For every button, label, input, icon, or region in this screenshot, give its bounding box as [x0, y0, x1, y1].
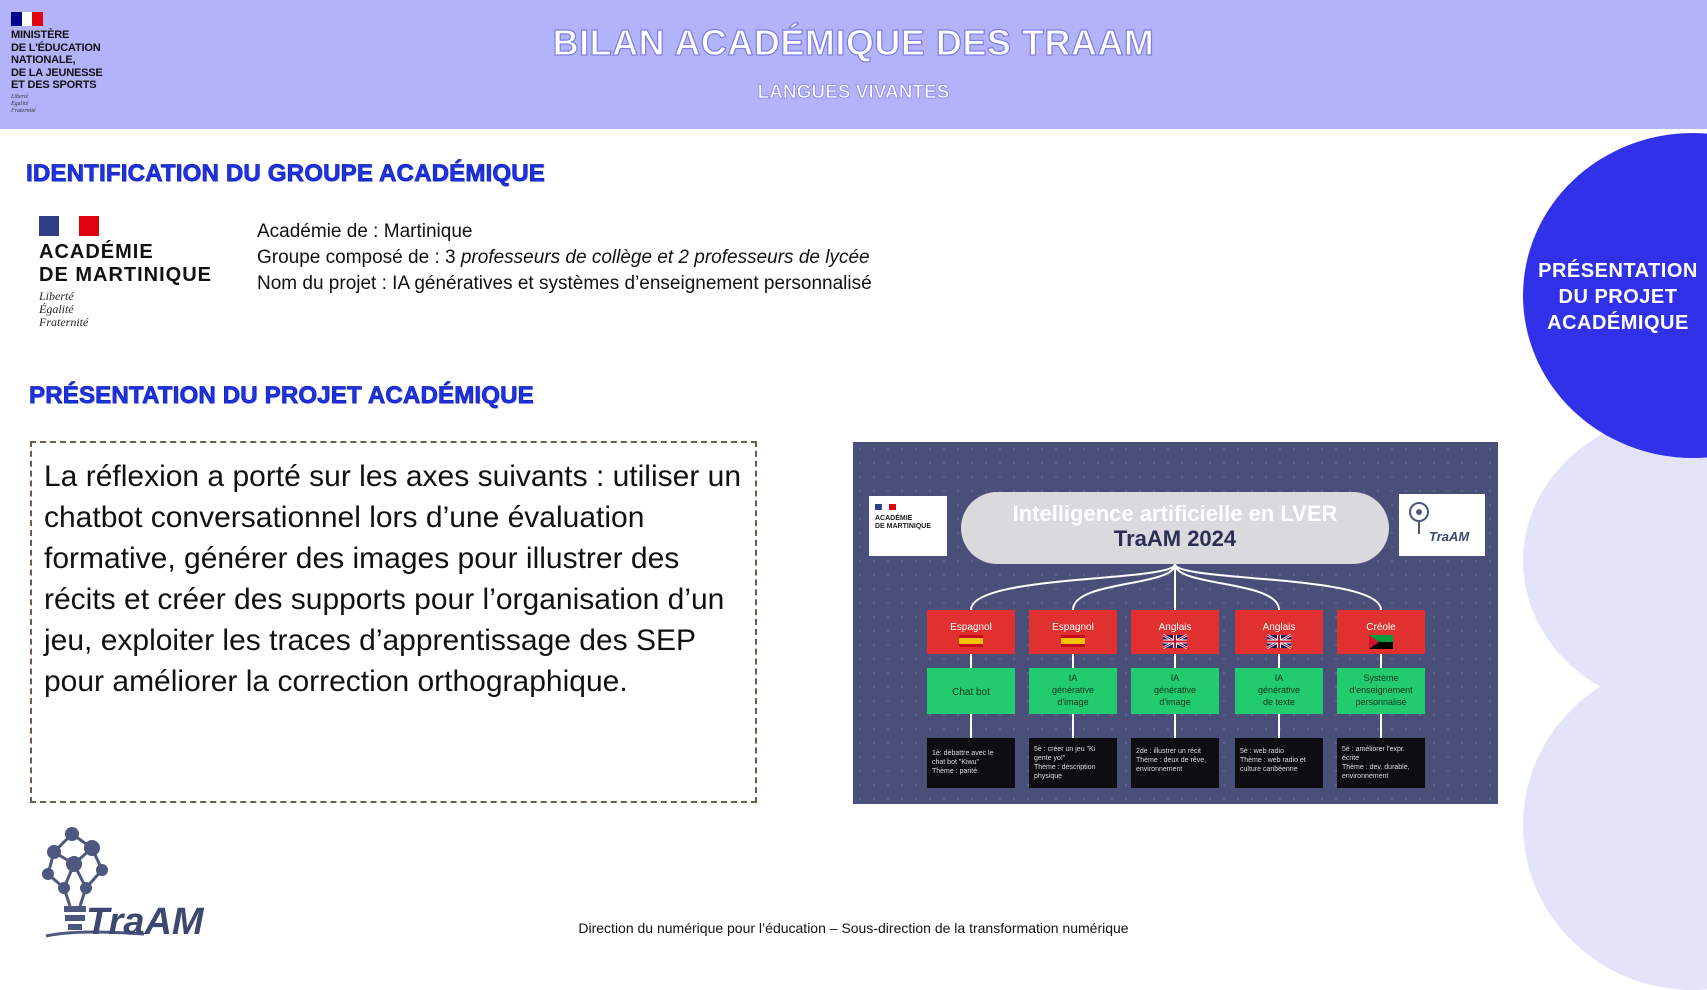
svg-text:environnement: environnement [1136, 766, 1183, 773]
poster-column-2 [1029, 610, 1117, 788]
svg-text:d'enseignement: d'enseignement [1349, 685, 1413, 695]
header-banner [0, 0, 1707, 129]
group-info [257, 219, 872, 297]
poster-traam-logo [1399, 494, 1485, 556]
poster-column-5 [1337, 610, 1425, 788]
svg-text:IA: IA [1274, 673, 1284, 683]
svg-text:personnalisé: personnalisé [1355, 697, 1407, 707]
project-poster-image [853, 442, 1498, 804]
section-title-identification: IDENTIFICATION DU GROUPE ACADÉMIQUE [26, 160, 546, 187]
svg-text:Chat bot: Chat bot [952, 687, 990, 698]
svg-text:écrite: écrite [1342, 755, 1360, 762]
poster-column-3 [1131, 610, 1219, 788]
svg-text:5è : améliorer l'expr.: 5è : améliorer l'expr. [1342, 746, 1405, 753]
poster-column-4 [1235, 610, 1323, 788]
svg-text:Créole: Créole [1366, 622, 1396, 633]
svg-text:5è : web radio: 5è : web radio [1240, 748, 1284, 755]
svg-text:Anglais: Anglais [1262, 622, 1296, 633]
svg-text:TraAM 2024: TraAM 2024 [1113, 526, 1237, 551]
section-title-presentation: PRÉSENTATION DU PROJET ACADÉMIQUE [29, 382, 534, 409]
side-nav-presentation[interactable]: PRÉSENTATION DU PROJET ACADÉMIQUE [1538, 260, 1698, 334]
svg-text:gente yo!": gente yo!" [1034, 755, 1066, 762]
traam-logo-text: TraAM [86, 901, 204, 943]
academie-logo [39, 216, 239, 329]
svg-text:Thème : parité: Thème : parité [932, 768, 978, 775]
svg-text:générative: générative [1257, 685, 1301, 695]
page-footer: Direction du numérique pour l’éducation – Sous-direction de la transformation numérique [578, 920, 1129, 936]
svg-text:chat bot "Kiwu": chat bot "Kiwu" [932, 759, 979, 766]
svg-text:Thème : description: Thème : description [1034, 764, 1096, 771]
svg-text:Intelligence artificielle en L: Intelligence artificielle en LVER [1012, 501, 1338, 526]
svg-text:DE MARTINIQUE: DE MARTINIQUE [875, 523, 931, 530]
academie-logo-name: ACADÉMIE DE MARTINIQUE [39, 241, 212, 286]
svg-text:Thème : web radio et: Thème : web radio et [1240, 757, 1306, 764]
presentation-textbox [30, 441, 757, 803]
page-title: BILAN ACADÉMIQUE DES TRAAM [552, 22, 1155, 63]
side-circle-bottom [1523, 660, 1707, 990]
academie-logo-motto: Liberté Égalité Fraternité [39, 289, 89, 329]
svg-text:TraAM: TraAM [1429, 529, 1470, 544]
french-flag-icon [39, 216, 99, 236]
svg-text:de texte: de texte [1262, 697, 1296, 707]
svg-text:Thème : dev. durable,: Thème : dev. durable, [1342, 764, 1410, 771]
info-groupe: Groupe composé de : 3 professeurs de collège et 2 professeurs de lycée [257, 247, 870, 268]
page-subtitle: LANGUES VIVANTES [757, 82, 950, 103]
svg-text:physique: physique [1034, 773, 1063, 780]
svg-text:Thème : deux de rêve,: Thème : deux de rêve, [1136, 757, 1207, 764]
svg-text:Système: Système [1363, 673, 1399, 683]
svg-text:IA: IA [1068, 673, 1078, 683]
presentation-text: La réflexion a porté sur les axes suivants : utiliser un chatbot conversationnel lors d’une évaluation formative, générer des images pour illustrer des récits et créer des supports pour l’organisation d’un jeu, exploiter les traces d’apprentissage des SEP pour améliorer la correction orthographique. [44, 460, 742, 698]
svg-text:environnement: environnement [1342, 773, 1389, 780]
svg-text:Espagnol: Espagnol [1052, 622, 1094, 633]
svg-text:ACADÉMIE: ACADÉMIE [875, 515, 913, 522]
poster-column-1 [927, 610, 1015, 788]
svg-text:5è : créer un jeu "Ki: 5è : créer un jeu "Ki [1034, 746, 1096, 753]
info-projet: Nom du projet : IA génératives et systèmes d’enseignement personnalisé [257, 273, 872, 294]
svg-text:1è: débattre avec le: 1è: débattre avec le [932, 750, 994, 757]
svg-text:Anglais: Anglais [1158, 622, 1192, 633]
info-academie: Académie de : Martinique [257, 221, 473, 242]
svg-text:culture caribéenne: culture caribéenne [1240, 766, 1298, 773]
svg-text:générative: générative [1153, 685, 1197, 695]
ministry-motto: Liberté Égalité Fraternité [11, 93, 36, 114]
svg-text:IA: IA [1170, 673, 1180, 683]
svg-text:d'image: d'image [1159, 697, 1191, 707]
ministry-name: MINISTÈRE DE L'ÉDUCATION NATIONALE, DE LA JEUNESSE ET DES SPORTS [11, 29, 103, 91]
svg-text:2de : illustrer un récit: 2de : illustrer un récit [1136, 748, 1201, 755]
svg-text:d'image: d'image [1057, 697, 1089, 707]
svg-text:générative: générative [1051, 685, 1095, 695]
svg-text:Espagnol: Espagnol [950, 622, 992, 633]
